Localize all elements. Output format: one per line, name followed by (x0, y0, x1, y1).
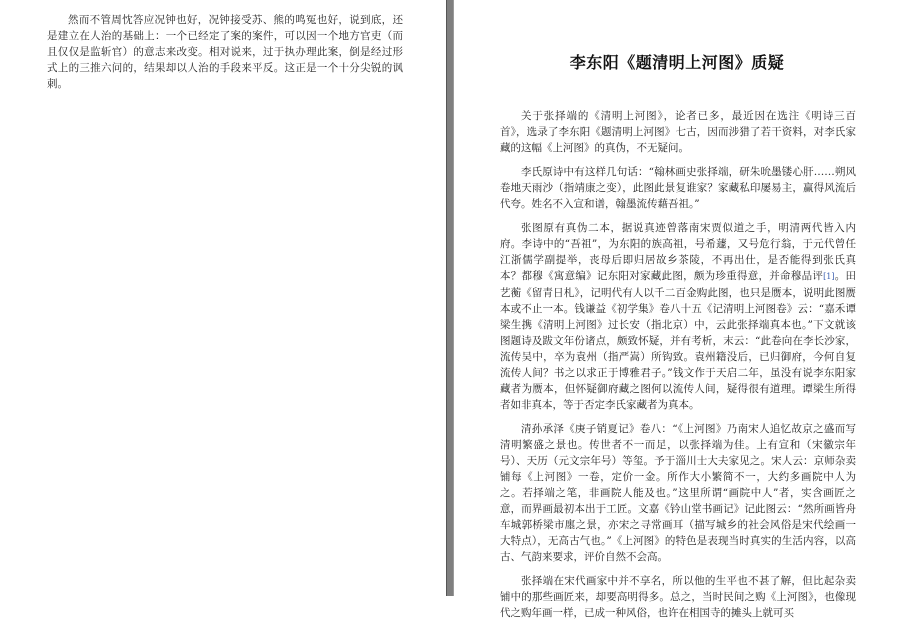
article-title: 李东阳《题清明上河图》质疑 (569, 53, 785, 72)
paragraph-3 (500, 220, 856, 413)
article-body (500, 108, 856, 629)
left-page-paragraph: 然而不管周忱答应况钟也好，况钟接受苏、熊的鸣冤也好，说到底，还是建立在人治的基础上：一个已经定了案的案件，可以因一个地方官吏（而且仅仅是监斩官）的意志来改变。相对说来，过于执办理此案，倒是经过形式上的三推六问的，结果却以人治的手段来平反。这正是一个十分尖锐的讽刺。 (47, 14, 403, 90)
paragraph-3-part-2: 。田艺蘅《留青日札》，记明代有人以千二百金购此图，也只是赝本，说明此图赝本或不止一本。钱谦益《初学集》卷八十五《记清明上河图卷》云：“嘉禾谭梁生携《清明上河图》过长安（指北京）中，云此张择端真本也。”下文就该图题诗及跋文年份诸点，颇致怀疑，并有考析，末云：“此卷向在李长沙家，流传吴中，卒为袁州（指严嵩）所钩致。袁州籍没后，已归御府，今何自复流传人间？书之以求正于博雅君子。”钱文作于天启二年，虽没有说李东阳家藏者为赝本，但怀疑御府藏之图何以流传人间，疑得很有道理。谭梁生所得者如非真本，等于否定李氏家藏者为真本。 (500, 270, 857, 411)
paragraph-2: 李氏原诗中有这样几句话：“翰林画史张择端，研朱吮墨镂心肝……朔风卷地天雨沙（指靖康之变），此图此景复谁家？家藏私印屡易主，赢得风流后代夸。姓名不入宣和谱，翰墨流传藉吾祖。” (500, 166, 856, 210)
paragraph-1: 关于张择端的《清明上河图》，论者已多，最近因在选注《明诗三百首》，选录了李东阳《题清明上河图》七古，因而涉猎了若干资料，对李氏家藏的这幅《上河图》的真伪，不无疑问。 (500, 110, 856, 154)
paragraph-3-part-1: 张图原有真伪二本，据说真迹曾落南宋贾似道之手，明清两代皆入内府。李诗中的“吾祖”，为东阳的族高祖，号希蘧，又号危行翁，于元代曾任江浙儒学副提举，丧母后即归居故乡茶陵，不再出仕，是否能得到张氏真本？都穆《寓意编》记东阳对家藏此图，颇为珍重得意，并命穆品评 (500, 222, 856, 282)
footnote-link[interactable]: [1] (823, 272, 835, 281)
right-page (454, 0, 900, 619)
left-page (0, 0, 446, 596)
page-gutter (446, 0, 454, 596)
paragraph-4: 清孙承泽《庚子销夏记》卷八：“《上河图》乃南宋人追忆故京之盛而写清明繁盛之景也。传世者不一而足，以张择端为佳。上有宣和（宋徽宗年号）、天历（元文宗年号）等玺。予于淄川士大夫家见之。宋人云：京师杂卖铺每《上河图》一卷，定价一金。所作大小繁简不一，大约多画院中人为之。若择端之笔，非画院人能及也。”这里所谓“画院中人”者，实含画匠之意，而界画最初本出于工匠。文嘉《钤山堂书画记》记此图云：“然所画皆舟车城郭桥梁市廛之景，亦宋之寻常画耳（描写城乡的社会风俗是宋代绘画一大特点），无高古气也。”《上河图》的特色是表现当时真实的生活内容，以高古、气韵来要求，评价自然不会高。 (500, 423, 856, 563)
paragraph-5: 张择端在宋代画家中并不享名，所以他的生平也不甚了解，但比起杂卖铺中的那些画匠来，却要高明得多。总之，当时民间之购《上河图》，也像现代之购年画一样，已成一种风俗，也许在相国寺的摊头上就可买 (500, 575, 856, 619)
